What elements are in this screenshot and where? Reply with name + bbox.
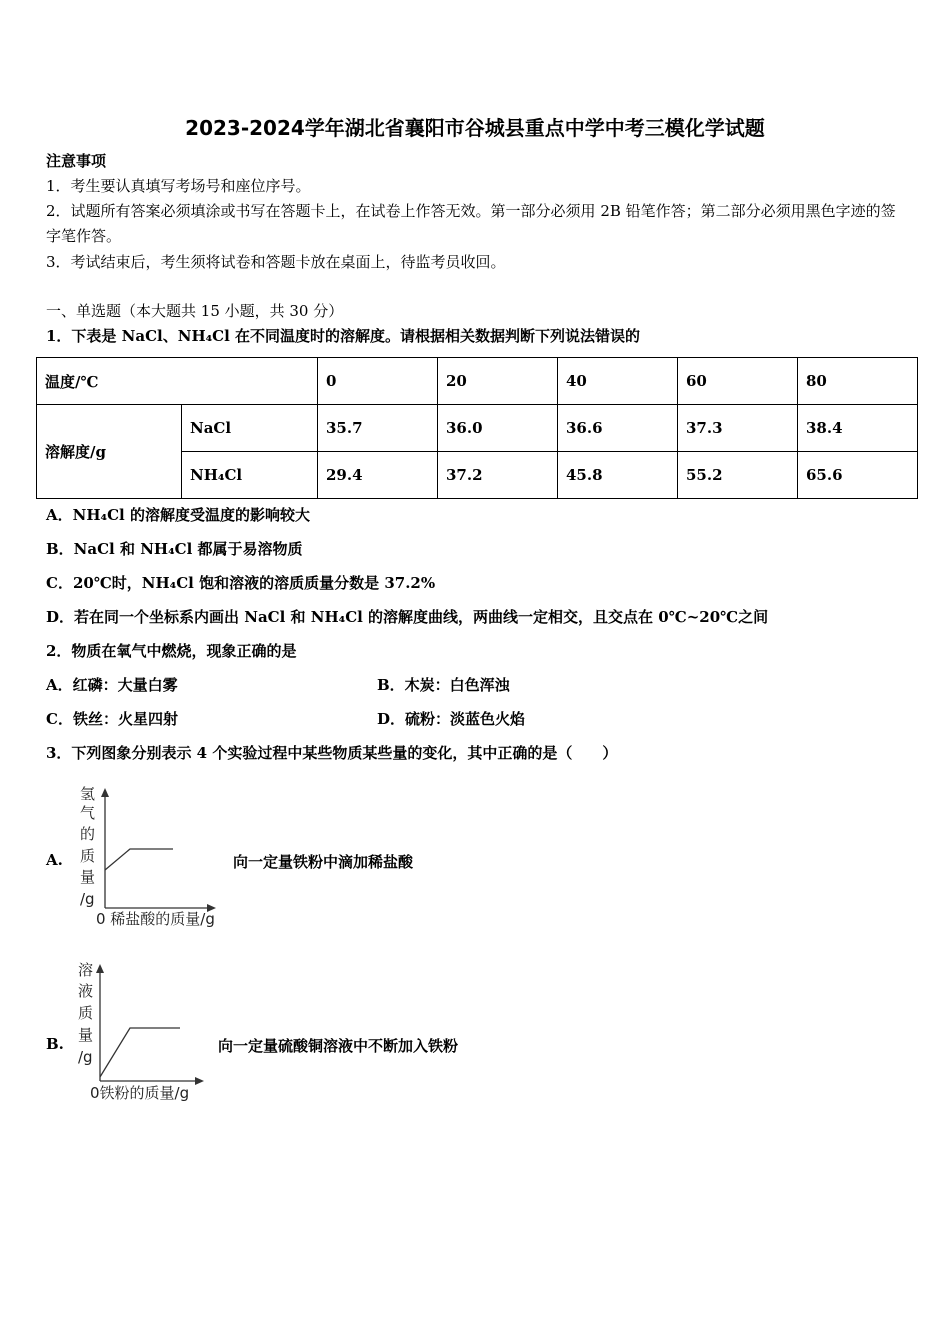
page-title: 2023-2024学年湖北省襄阳市谷城县重点中学中考三模化学试题 — [185, 116, 765, 140]
graph-b-curve — [100, 1028, 180, 1077]
section-heading: 一、单选题（本大题共 15 小题，共 30 分） — [46, 302, 344, 320]
graph-a — [72, 782, 242, 932]
q3-option-a-description: 向一定量铁粉中滴加稀盐酸 — [233, 853, 414, 871]
graph-a-y-label: 气 — [80, 804, 96, 822]
graph-b — [72, 958, 222, 1106]
graph-a-x-label: 0 稀盐酸的质量/g — [96, 910, 215, 928]
q1-option-d: D．若在同一个坐标系内画出 NaCl 和 NH₄Cl 的溶解度曲线，两曲线一定相交，且交点在 0℃~20℃之间 — [46, 608, 769, 626]
table-row — [37, 358, 918, 405]
graph-a-curve — [105, 849, 173, 870]
graph-a-y-label: 质 — [80, 847, 96, 865]
graph-b-y-label: 液 — [78, 982, 94, 1000]
notice-item-1: 1．考生要认真填写考场号和座位序号。 — [46, 177, 311, 195]
graph-a-y-label: 氢 — [80, 785, 96, 803]
q2-option-c: C．铁丝：火星四射 — [46, 710, 178, 728]
q3-option-b-letter: B. — [46, 1035, 64, 1053]
notice-item-2: 2．试题所有答案必须填涂或书写在答题卡上，在试卷上作答无效。第一部分必须用 2B 铅笔作答；第二部分必须用黑色字迹的签字笔作答。 — [46, 202, 896, 245]
graph-b-y-arrow — [96, 964, 104, 973]
q1-stem: 1．下表是 NaCl、NH₄Cl 在不同温度时的溶解度。请根据相关数据判断下列说法错误的 — [46, 327, 641, 345]
temp-header: 温度/℃ — [37, 358, 318, 405]
solubility-table — [36, 357, 918, 499]
q1-option-a: A．NH₄Cl 的溶解度受温度的影响较大 — [46, 506, 310, 524]
q2-option-b: B．木炭：白色浑浊 — [377, 676, 510, 694]
graph-b-y-label: 质 — [78, 1004, 94, 1022]
notice-item-3: 3．考试结束后，考生须将试卷和答题卡放在桌面上，待监考员收回。 — [46, 253, 506, 271]
q1-option-c: C．20℃时，NH₄Cl 饱和溶液的溶质质量分数是 37.2% — [46, 574, 436, 592]
graph-a-y-label: 的 — [80, 825, 96, 843]
graph-b-y-label: /g — [78, 1048, 93, 1066]
graph-b-y-label: 溶 — [78, 961, 94, 979]
q2-stem: 2．物质在氧气中燃烧，现象正确的是 — [46, 642, 297, 660]
graph-a-y-label: 量 — [80, 868, 96, 886]
solubility-header: 溶解度/g — [37, 405, 182, 499]
graph-b-x-label: 0铁粉的质量/g — [90, 1084, 190, 1102]
table-cell: 37.3 — [678, 405, 798, 452]
q1-option-b: B．NaCl 和 NH₄Cl 都属于易溶物质 — [46, 540, 303, 558]
table-cell: NaCl — [182, 405, 318, 452]
table-cell: 45.8 — [558, 452, 678, 499]
table-cell: 60 — [678, 358, 798, 405]
graph-b-x-arrow — [195, 1077, 204, 1085]
table-row — [37, 405, 918, 452]
table-cell: 65.6 — [798, 452, 918, 499]
q2-option-a: A．红磷：大量白雾 — [46, 676, 178, 694]
graph-a-y-label: /g — [80, 890, 95, 908]
table-cell: 40 — [558, 358, 678, 405]
table-cell: 0 — [318, 358, 438, 405]
q3-option-a-letter: A. — [46, 851, 63, 869]
table-cell: 35.7 — [318, 405, 438, 452]
graph-b-y-label: 量 — [78, 1026, 94, 1044]
table-cell: 20 — [438, 358, 558, 405]
q3-stem: 3．下列图象分别表示 4 个实验过程中某些物质某些量的变化，其中正确的是（ ） — [46, 744, 618, 762]
table-cell: 29.4 — [318, 452, 438, 499]
q2-option-d: D．硫粉：淡蓝色火焰 — [377, 710, 526, 728]
table-cell: 36.6 — [558, 405, 678, 452]
table-cell: 38.4 — [798, 405, 918, 452]
notice-heading: 注意事项 — [46, 152, 107, 170]
table-cell: 37.2 — [438, 452, 558, 499]
graph-a-y-arrow — [101, 788, 109, 797]
table-cell: 36.0 — [438, 405, 558, 452]
table-cell: NH₄Cl — [182, 452, 318, 499]
table-cell: 55.2 — [678, 452, 798, 499]
q3-option-b-description: 向一定量硫酸铜溶液中不断加入铁粉 — [218, 1037, 459, 1055]
table-cell: 80 — [798, 358, 918, 405]
